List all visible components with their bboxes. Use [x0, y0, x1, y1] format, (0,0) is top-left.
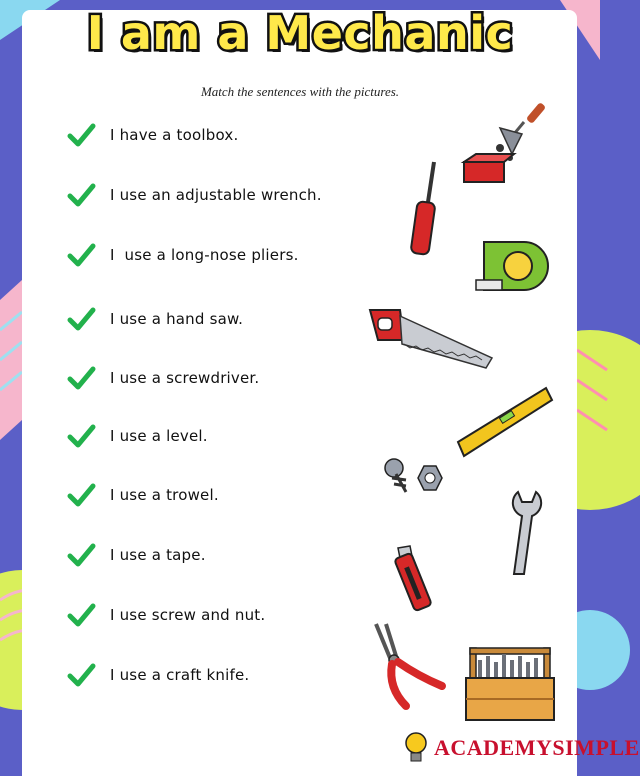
- sentence-text: I use a long-nose pliers.: [110, 246, 299, 264]
- check-icon: [66, 240, 96, 270]
- craft-knife-icon: [390, 544, 452, 614]
- check-icon: [66, 363, 96, 393]
- screw-nut-icon: [380, 456, 444, 500]
- check-icon: [66, 180, 96, 210]
- check-icon: [66, 304, 96, 334]
- sentence-row: [66, 540, 206, 570]
- check-icon: [66, 660, 96, 690]
- sentence-text: I use an adjustable wrench.: [110, 186, 322, 204]
- check-icon: [66, 480, 96, 510]
- sentence-row: [66, 180, 322, 210]
- check-icon: [66, 120, 96, 150]
- hand-saw-icon: [364, 304, 496, 374]
- level-icon: [454, 380, 554, 464]
- sentence-row: [66, 363, 259, 393]
- check-icon: [66, 600, 96, 630]
- sentence-text: I use a craft knife.: [110, 666, 250, 684]
- sentence-row: [66, 600, 265, 630]
- sentence-row: [66, 240, 299, 270]
- logo-text: ACADEMYSIMPLE: [434, 735, 640, 760]
- sentence-row: [66, 120, 238, 150]
- sentence-text: I use a level.: [110, 427, 208, 445]
- sentence-text: I use a screwdriver.: [110, 369, 260, 387]
- tape-measure-icon: [474, 236, 554, 298]
- check-icon: [66, 540, 96, 570]
- pliers-icon: [366, 620, 450, 710]
- sentence-text: I use a trowel.: [110, 486, 219, 504]
- sentence-row: [66, 304, 243, 334]
- academy-simple-logo: [404, 728, 640, 768]
- lightbulb-icon: [404, 731, 428, 765]
- check-icon: [66, 421, 96, 451]
- toolbox-icon: [462, 644, 558, 724]
- sentence-text: I use a hand saw.: [110, 310, 244, 328]
- sentence-text: I have a toolbox.: [110, 126, 239, 144]
- sentence-row: [66, 480, 219, 510]
- instructions: Match the sentences with the pictures.: [200, 84, 400, 99]
- sentence-text: I use a tape.: [110, 546, 206, 564]
- trowel-icon: [460, 98, 556, 190]
- sentence-row: [66, 421, 208, 451]
- screwdriver-icon: [400, 158, 450, 258]
- worksheet-title: I am a Mechanic: [86, 6, 514, 60]
- adjustable-wrench-icon: [504, 488, 550, 580]
- sentence-text: I use screw and nut.: [110, 606, 266, 624]
- sentence-row: [66, 660, 249, 690]
